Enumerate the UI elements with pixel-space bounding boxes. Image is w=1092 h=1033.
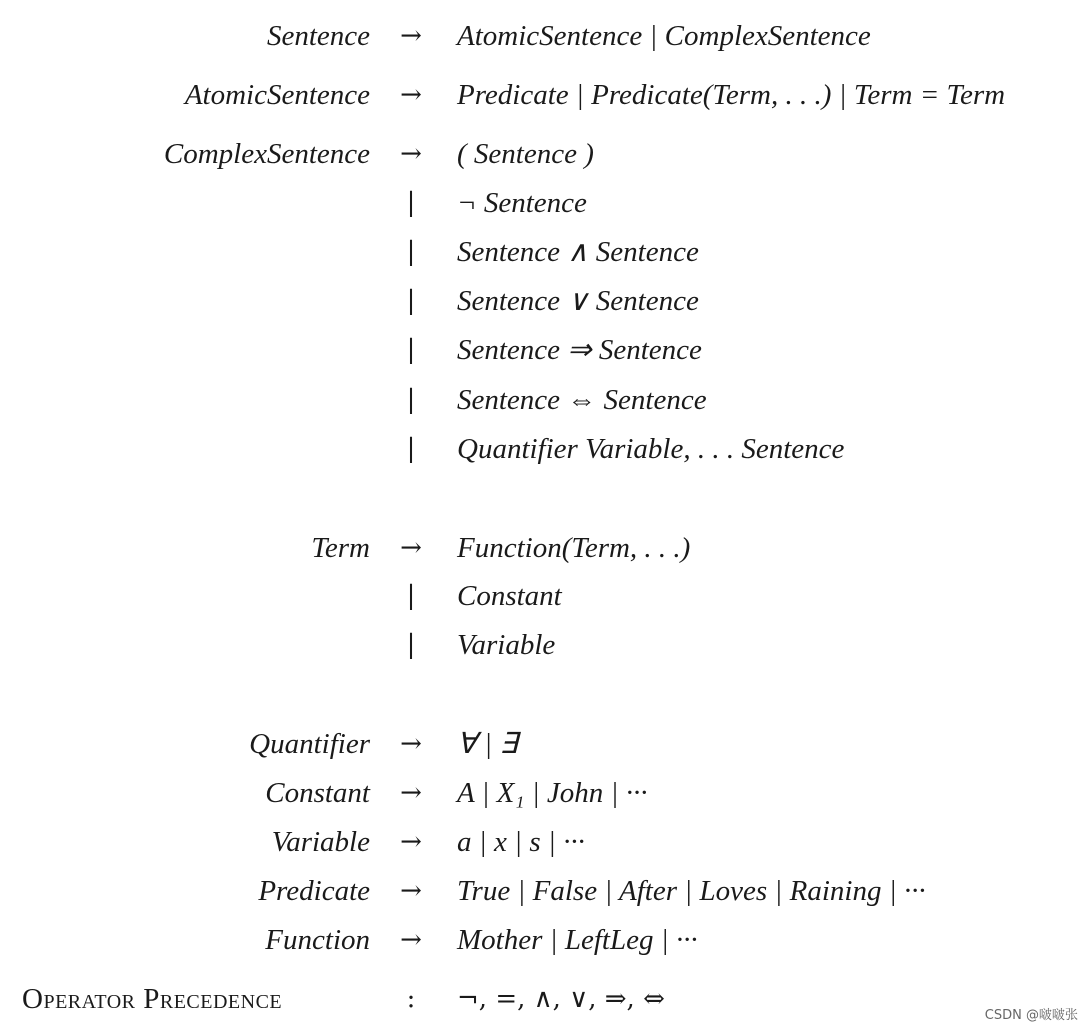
rule-term — [0, 528, 1092, 568]
rule-rhs: Sentence ⇒ Sentence — [457, 334, 702, 366]
rule-lhs: Quantifier — [249, 728, 370, 760]
rule-alternative — [0, 232, 1092, 272]
rule-predicate — [0, 871, 1092, 911]
rule-alternative — [0, 625, 1092, 665]
rule-rhs: Function(Term, . . .) — [457, 532, 691, 564]
rule-alternative — [0, 380, 1092, 420]
rule-alternative — [0, 330, 1092, 370]
rule-rhs: a | x | s | ··· — [457, 826, 585, 858]
rule-sentence — [0, 16, 1092, 56]
arrow-icon: → — [400, 80, 422, 110]
rule-rhs: Quantifier Variable, . . . Sentence — [457, 433, 845, 465]
arrow-icon: → — [400, 139, 422, 169]
rule-rhs: Sentence ∧ Sentence — [457, 236, 699, 268]
bar-separator: | — [406, 581, 416, 611]
rule-rhs: A | X₁ | John | ··· — [457, 777, 648, 809]
rule-rhs: True | False | After | Loves | Raining | ··· — [457, 875, 926, 907]
rule-lhs: Variable — [271, 826, 370, 858]
rule-alternative — [0, 576, 1092, 616]
rule-rhs: Constant — [457, 580, 562, 612]
rule-lhs: Term — [311, 532, 370, 564]
arrow-icon: → — [400, 925, 422, 955]
rule-alternative — [0, 183, 1092, 223]
bar-separator: | — [406, 188, 416, 218]
rule-rhs: ∀ | ∃ — [457, 728, 518, 760]
rule-lhs: Sentence — [266, 20, 370, 52]
bar-separator: | — [406, 237, 416, 267]
watermark: CSDN @啵啵张 — [984, 1008, 1078, 1023]
arrow-icon: → — [400, 827, 422, 857]
rule-variable — [0, 822, 1092, 862]
rule-alternative — [0, 429, 1092, 469]
arrow-icon: → — [400, 876, 422, 906]
colon-separator: : — [406, 984, 416, 1014]
bar-separator: | — [406, 434, 416, 464]
rule-lhs: Constant — [265, 777, 370, 809]
precedence-list: ¬, =, ∧, ∨, ⇒, ⇔ — [457, 984, 665, 1014]
rule-rhs: AtomicSentence | ComplexSentence — [457, 20, 871, 52]
arrow-icon: → — [400, 21, 422, 51]
rule-rhs: ( Sentence ) — [457, 138, 594, 170]
bar-separator: | — [406, 335, 416, 365]
rule-lhs: Function — [265, 924, 370, 956]
rule-lhs: AtomicSentence — [184, 79, 370, 111]
rule-atomic-sentence — [0, 75, 1092, 115]
rule-constant — [0, 773, 1092, 813]
bar-separator: | — [406, 385, 416, 415]
rule-complex-sentence — [0, 134, 1092, 174]
arrow-icon: → — [400, 778, 422, 808]
rule-rhs: Variable — [457, 629, 556, 661]
rule-rhs: Predicate | Predicate(Term, . . .) | Term = Term — [457, 79, 1006, 111]
bar-separator: | — [406, 630, 416, 660]
rule-lhs: Predicate — [258, 875, 370, 907]
rule-rhs: Mother | LeftLeg | ··· — [457, 924, 698, 956]
bar-separator: | — [406, 286, 416, 316]
rule-function — [0, 920, 1092, 960]
rule-lhs: ComplexSentence — [163, 138, 370, 170]
arrow-icon: → — [400, 729, 422, 759]
precedence-label: Operator Precedence — [22, 983, 283, 1015]
rule-rhs: ¬ Sentence — [457, 187, 587, 219]
rule-rhs: Sentence ⇔ Sentence — [457, 384, 707, 416]
rule-alternative — [0, 281, 1092, 321]
arrow-icon: → — [400, 533, 422, 563]
rule-rhs: Sentence ∨ Sentence — [457, 285, 699, 317]
operator-precedence — [0, 979, 1092, 1019]
rule-quantifier — [0, 724, 1092, 764]
